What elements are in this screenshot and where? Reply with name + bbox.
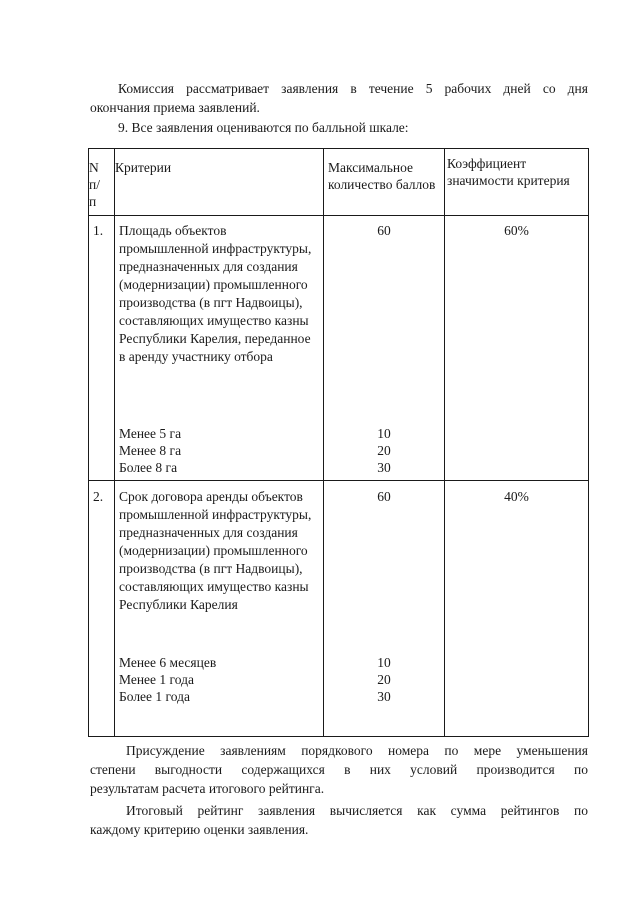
sub-criterion-label: Более 8 га [119,460,178,475]
table-header-border [88,215,589,216]
sub-criterion-score: 30 [377,689,391,704]
sub-criterion-score: 20 [377,672,391,687]
intro-line-1: Комиссия рассматривает заявления в течение 5 рабочих дней со дня [118,81,588,96]
table-col-divider-1 [114,148,115,737]
outro-para2-line1: Итоговый рейтинг заявления вычисляется как сумма рейтингов по [126,803,588,818]
table-left-border [88,148,89,737]
intro-line-3: 9. Все заявления оцениваются по балльной шкале: [118,120,409,135]
row1-criterion-title: Площадь объектов промышленной инфраструктуры, предназначенных для создания (модернизации) промышленного производства (в пгт Надвоицы), составляющих имущество казны Республики Карелия, переданное в аренду участнику отбора [119,223,312,364]
outro-para1-line3: результатам расчета итогового рейтинга. [90,781,325,796]
header-num: N п/ п [89,160,100,209]
header-coefficient: Коэффициент значимости критерия [447,156,570,188]
header-max-score: Максимальное количество баллов [328,160,436,192]
row1-max-score: 60 [377,223,391,238]
header-criteria: Критерии [115,160,172,175]
row1-sub-scores [324,425,444,476]
sub-criterion-score: 20 [377,443,391,458]
outro-para1-line2: степени выгодности содержащихся в них условий производится по [90,762,588,777]
table-top-border [88,148,589,149]
row1-sub-criteria [119,425,317,476]
intro-line-2: окончания приема заявлений. [90,100,260,115]
outro-para1-line1: Присуждение заявлениям порядкового номера по мере уменьшения [126,743,588,758]
row2-max-score: 60 [377,489,391,504]
row2-num: 2. [93,489,104,504]
sub-criterion-label: Менее 1 года [119,672,194,687]
row1-coefficient: 60% [504,223,529,238]
row2-coefficient: 40% [504,489,529,504]
row2-criterion-title: Срок договора аренды объектов промышленной инфраструктуры, предназначенных для создания (модернизации) промышленного производства (в пгт Надвоицы), составляющих имущество казны Республики Карелия [119,489,312,612]
row2-sub-criteria [119,654,317,705]
sub-criterion-label: Менее 5 га [119,426,182,441]
sub-criterion-label: Менее 8 га [119,443,182,458]
row2-sub-scores [324,654,444,705]
sub-criterion-score: 10 [377,426,391,441]
sub-criterion-score: 10 [377,655,391,670]
outro-para2-line2: каждому критерию оценки заявления. [90,822,309,837]
row1-num: 1. [93,223,104,238]
sub-criterion-label: Более 1 года [119,689,190,704]
sub-criterion-score: 30 [377,460,391,475]
table-right-border [588,148,589,737]
table-row1-border [88,480,589,481]
table-bottom-border [88,736,589,737]
sub-criterion-label: Менее 6 месяцев [119,655,217,670]
